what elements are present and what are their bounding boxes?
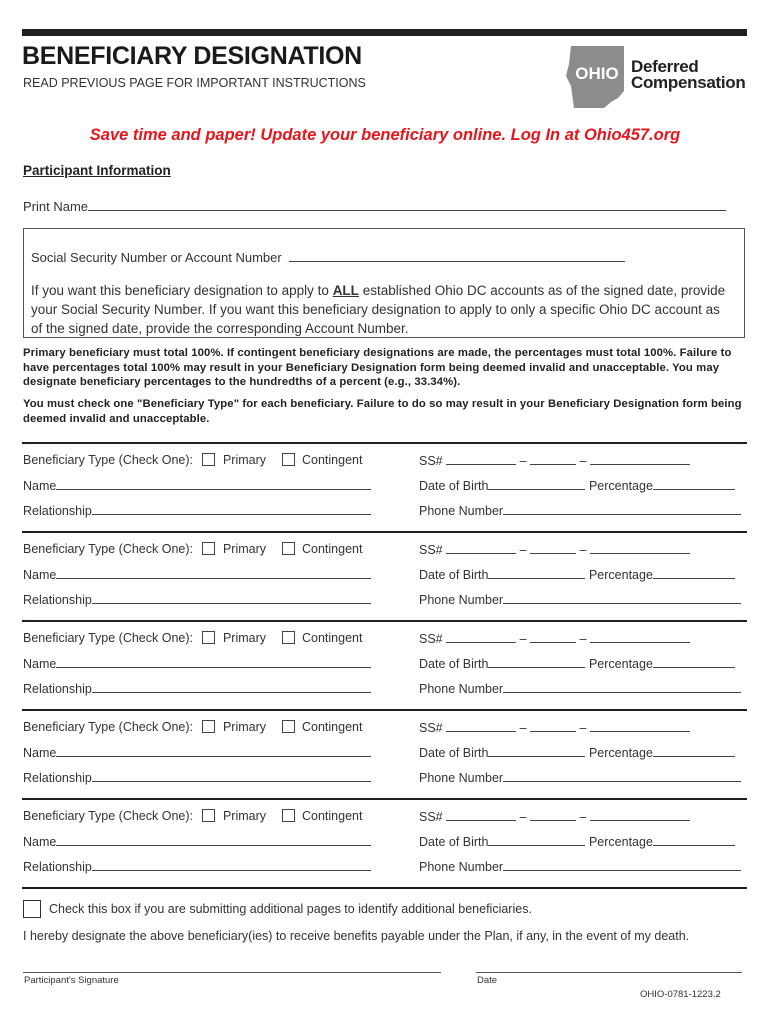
percentage-field[interactable]: [653, 478, 735, 490]
phone-field[interactable]: [503, 770, 741, 782]
phone-label: Phone Number: [419, 504, 504, 518]
relationship-label: Relationship: [23, 860, 92, 874]
dob-label: Date of Birth: [419, 657, 489, 671]
relationship-field[interactable]: [92, 770, 371, 782]
date-label: Date: [477, 975, 498, 986]
beneficiary-name-field[interactable]: [56, 478, 371, 490]
beneficiary-relationship-row: [23, 503, 371, 518]
beneficiary-divider: [22, 531, 747, 533]
ss-part-1-field[interactable]: [446, 542, 516, 554]
beneficiary-name-row: [23, 567, 371, 582]
dob-field[interactable]: [488, 745, 585, 757]
logo-line-2: Compensation: [631, 73, 746, 92]
ss-part-2-field[interactable]: [530, 542, 576, 554]
beneficiary-name-field[interactable]: [56, 567, 371, 579]
header-rule: [22, 29, 747, 36]
beneficiary-dob-row: [419, 567, 735, 582]
name-label: Name: [23, 835, 57, 849]
ss-dash: –: [519, 543, 527, 557]
contingent-checkbox[interactable]: [282, 453, 295, 466]
primary-label: Primary: [222, 631, 267, 645]
ss-part-2-field[interactable]: [530, 809, 576, 821]
relationship-label: Relationship: [23, 771, 92, 785]
ss-part-1-field[interactable]: [446, 453, 516, 465]
primary-label: Primary: [222, 809, 267, 823]
ss-dash: –: [579, 632, 587, 646]
relationship-field[interactable]: [92, 592, 371, 604]
contingent-label: Contingent: [301, 631, 363, 645]
dob-label: Date of Birth: [419, 568, 489, 582]
dob-field[interactable]: [488, 567, 585, 579]
contingent-label: Contingent: [301, 453, 363, 467]
name-label: Name: [23, 479, 57, 493]
percentage-notice: Primary beneficiary must total 100%. If contingent beneficiary designations are made, the percentages must total 100%. Failure to have percentages total 100% may result in your Beneficiary Designation form being deemed invalid and unacceptable. You may designate beneficiary percentages to the hundredths of a percent (e.g., 33.34%).: [23, 347, 732, 388]
beneficiary-type-row: [23, 542, 362, 556]
beneficiary-type-label: Beneficiary Type (Check One):: [23, 453, 193, 467]
online-update-promo: Save time and paper! Update your beneficiary online. Log In at Ohio457.org: [89, 126, 681, 144]
beneficiary-name-field[interactable]: [56, 656, 371, 668]
ss-dash: –: [519, 454, 527, 468]
dob-label: Date of Birth: [419, 479, 489, 493]
ss-label: SS#: [419, 810, 443, 824]
percentage-label: Percentage: [588, 835, 653, 849]
beneficiary-type-label: Beneficiary Type (Check One):: [23, 809, 193, 823]
ss-dash: –: [579, 543, 587, 557]
dob-label: Date of Birth: [419, 835, 489, 849]
page-title: BENEFICIARY DESIGNATION: [22, 42, 362, 70]
beneficiary-name-row: [23, 745, 371, 760]
ss-label: SS#: [419, 454, 443, 468]
beneficiary-type-label: Beneficiary Type (Check One):: [23, 542, 193, 556]
phone-field[interactable]: [503, 592, 741, 604]
beneficiary-type-row: [23, 809, 362, 823]
designation-statement: I hereby designate the above beneficiary(ies) to receive benefits payable under the Plan, if any, in the event of my death.: [23, 929, 690, 943]
beneficiary-ss-row: [419, 720, 690, 735]
beneficiary-ss-row: [419, 542, 690, 557]
beneficiary-phone-row: [419, 503, 741, 518]
beneficiary-ss-row: [419, 809, 690, 824]
print-name-field[interactable]: [88, 199, 726, 211]
ss-label: SS#: [419, 721, 443, 735]
primary-checkbox[interactable]: [202, 720, 215, 733]
beneficiary-type-label: Beneficiary Type (Check One):: [23, 631, 193, 645]
page-subtitle: READ PREVIOUS PAGE FOR IMPORTANT INSTRUCTIONS: [23, 76, 366, 90]
beneficiary-name-field[interactable]: [56, 745, 371, 757]
primary-label: Primary: [222, 542, 267, 556]
beneficiary-dob-row: [419, 834, 735, 849]
percentage-field[interactable]: [653, 834, 735, 846]
relationship-field[interactable]: [92, 859, 371, 871]
ss-dash: –: [519, 810, 527, 824]
beneficiary-type-row: [23, 453, 362, 467]
signature-label: Participant's Signature: [24, 975, 119, 986]
beneficiary-relationship-row: [23, 859, 371, 874]
beneficiary-ss-row: [419, 631, 690, 646]
form-number: OHIO-0781-1223.2: [640, 989, 721, 1000]
logo-wordmark: [631, 59, 745, 91]
beneficiary-phone-row: [419, 592, 741, 607]
relationship-label: Relationship: [23, 593, 92, 607]
ss-dash: –: [579, 721, 587, 735]
percentage-label: Percentage: [588, 568, 653, 582]
signature-line[interactable]: [23, 972, 441, 973]
dob-field[interactable]: [488, 656, 585, 668]
primary-checkbox[interactable]: [202, 809, 215, 822]
ss-dash: –: [579, 810, 587, 824]
ss-dash: –: [519, 632, 527, 646]
name-label: Name: [23, 746, 57, 760]
ss-label: SS#: [419, 543, 443, 557]
beneficiary-phone-row: [419, 859, 741, 874]
beneficiary-phone-row: [419, 681, 741, 696]
percentage-label: Percentage: [588, 746, 653, 760]
ss-part-2-field[interactable]: [530, 453, 576, 465]
dob-label: Date of Birth: [419, 746, 489, 760]
contingent-label: Contingent: [301, 720, 363, 734]
beneficiary-divider: [22, 798, 747, 800]
ss-part-3-field[interactable]: [590, 720, 690, 732]
relationship-label: Relationship: [23, 682, 92, 696]
print-name-row: [23, 199, 726, 214]
percentage-field[interactable]: [653, 656, 735, 668]
primary-checkbox[interactable]: [202, 542, 215, 555]
ss-part-3-field[interactable]: [590, 453, 690, 465]
contingent-checkbox[interactable]: [282, 542, 295, 555]
beneficiary-name-row: [23, 478, 371, 493]
ssn-instructions: If you want this beneficiary designation to apply to ALL established Ohio DC accounts as of the signed date, provide your Social Security Number. If you want this beneficiary designation to apply to only a specific Ohio DC account as of the signed date, provide the corresponding Account Number.: [31, 283, 726, 336]
ss-part-2-field[interactable]: [530, 720, 576, 732]
beneficiary-type-row: [23, 631, 362, 645]
ss-dash: –: [579, 454, 587, 468]
participant-section-title: Participant Information: [23, 163, 171, 178]
primary-label: Primary: [222, 720, 267, 734]
name-label: Name: [23, 568, 57, 582]
phone-label: Phone Number: [419, 682, 504, 696]
phone-label: Phone Number: [419, 593, 504, 607]
relationship-field[interactable]: [92, 681, 371, 693]
ss-part-2-field[interactable]: [530, 631, 576, 643]
beneficiary-phone-row: [419, 770, 741, 785]
percentage-field[interactable]: [653, 745, 735, 757]
phone-field[interactable]: [503, 681, 741, 693]
additional-pages-checkbox[interactable]: [23, 900, 41, 918]
percentage-label: Percentage: [588, 657, 653, 671]
contingent-label: Contingent: [301, 542, 363, 556]
contingent-checkbox[interactable]: [282, 631, 295, 644]
primary-checkbox[interactable]: [202, 631, 215, 644]
beneficiary-relationship-row: [23, 770, 371, 785]
beneficiary-relationship-row: [23, 592, 371, 607]
ss-part-3-field[interactable]: [590, 809, 690, 821]
contingent-label: Contingent: [301, 809, 363, 823]
contingent-checkbox[interactable]: [282, 809, 295, 822]
contingent-checkbox[interactable]: [282, 720, 295, 733]
beneficiary-divider: [22, 442, 747, 444]
ss-part-1-field[interactable]: [446, 720, 516, 732]
beneficiary-type-label: Beneficiary Type (Check One):: [23, 720, 193, 734]
primary-label: Primary: [222, 453, 267, 467]
dob-field[interactable]: [488, 478, 585, 490]
name-label: Name: [23, 657, 57, 671]
relationship-label: Relationship: [23, 504, 92, 518]
percentage-field[interactable]: [653, 567, 735, 579]
phone-field[interactable]: [503, 503, 741, 515]
primary-checkbox[interactable]: [202, 453, 215, 466]
beneficiary-name-row: [23, 656, 371, 671]
ssn-row: [31, 250, 625, 265]
ssn-label: Social Security Number or Account Number: [31, 250, 282, 265]
percentage-label: Percentage: [588, 479, 653, 493]
additional-pages-label: Check this box if you are submitting additional pages to identify additional beneficiaries.: [49, 902, 532, 916]
logo-line-1: Deferred: [631, 57, 699, 76]
ss-part-1-field[interactable]: [446, 631, 516, 643]
phone-label: Phone Number: [419, 860, 504, 874]
beneficiary-name-field[interactable]: [56, 834, 371, 846]
beneficiary-dob-row: [419, 478, 735, 493]
logo-state-text: OHIO: [575, 64, 619, 83]
ss-part-1-field[interactable]: [446, 809, 516, 821]
phone-label: Phone Number: [419, 771, 504, 785]
beneficiary-ss-row: [419, 453, 690, 468]
beneficiary-relationship-row: [23, 681, 371, 696]
print-name-label: Print Name: [23, 199, 89, 214]
beneficiary-divider: [22, 709, 747, 711]
beneficiary-type-notice: You must check one "Beneficiary Type" for each beneficiary. Failure to do so may result in your Beneficiary Designation form being deemed invalid and unacceptable.: [23, 398, 742, 425]
ss-part-3-field[interactable]: [590, 542, 690, 554]
beneficiary-dob-row: [419, 656, 735, 671]
dob-field[interactable]: [488, 834, 585, 846]
beneficiary-type-row: [23, 720, 362, 734]
ss-dash: –: [519, 721, 527, 735]
beneficiary-dob-row: [419, 745, 735, 760]
phone-field[interactable]: [503, 859, 741, 871]
beneficiary-name-row: [23, 834, 371, 849]
relationship-field[interactable]: [92, 503, 371, 515]
ssn-account-field[interactable]: [289, 250, 625, 262]
date-line[interactable]: [476, 972, 742, 973]
beneficiary-divider: [22, 620, 747, 622]
beneficiary-list-end-divider: [22, 887, 747, 889]
ss-label: SS#: [419, 632, 443, 646]
ss-part-3-field[interactable]: [590, 631, 690, 643]
